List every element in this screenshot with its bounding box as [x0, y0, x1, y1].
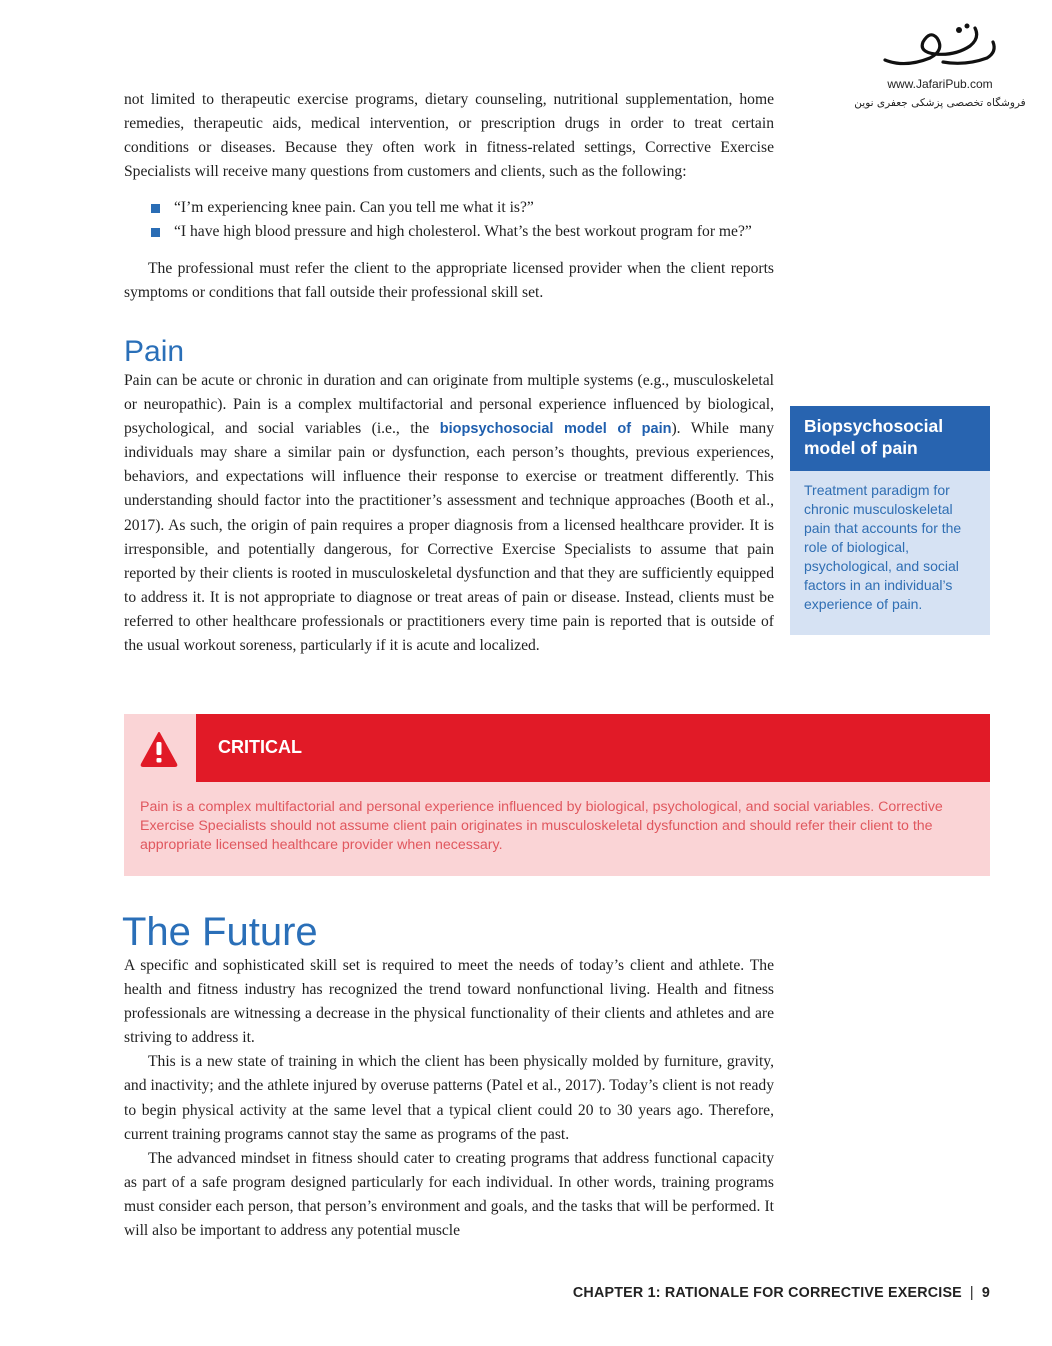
pain-text-start: Pain can be acute or chronic in duration and can originate from multiple systems (e.g., musculoskeletal or neuropathic). Pain is a complex multifactorial and personal experience influenced by biological, psychological, and social variables (i.e., the [124, 372, 774, 438]
refer-paragraph [124, 257, 774, 305]
section-heading-future: The Future [122, 910, 318, 954]
glossary-definition: Treatment paradigm for chronic musculoskeletal pain that accounts for the role of biological, psychological, and social factors in an individual’s experience of pain. [804, 482, 962, 612]
list-item-text: “I’m experiencing knee pain. Can you tell me what it is?” [174, 199, 534, 216]
list-item-text: “I have high blood pressure and high cholesterol. What’s the best workout program for me?” [174, 223, 752, 241]
list-item [124, 196, 784, 220]
page-number: 9 [981, 1285, 990, 1301]
glossary-term: Biopsychosocial model of pain [790, 406, 990, 471]
pain-text-end: ). While many individuals may share a similar pain or dysfunction, each person’s thoughts, previous experiences, behaviors, and expectations will influence their response to exercise or treatment differently. This understanding should factor into the practitioner’s assessment and technique approaches (Booth et al., 2017). As such, the origin of pain requires a proper diagnosis from a licensed healthcare provider. It is irresponsible, and potentially dangerous, for Corrective Exercise Specialists to assume that pain reported by their clients is rooted in musculoskeletal dysfunction and that they are sufficiently equipped to address it. It is not appropriate to diagnose or treat areas of pain or disease. Instead, clients must be referred to other healthcare professionals or practitioners every time pain is reported that is outside of the usual workout soreness, particularly if it is acute and localized. [124, 420, 774, 655]
bullet-square-icon [151, 204, 160, 213]
glossary-sidebar [790, 406, 990, 635]
footer-separator: | [969, 1285, 974, 1301]
publisher-url: www.JafariPub.com [887, 77, 993, 91]
critical-message: Pain is a complex multifactorial and personal experience influenced by biological, psychological, and social variables. Corrective Exercise Specialists should not assume client pain originates in musculoskeletal dysfunction and should refer their client to the appropriate licensed healthcare provider when necessary. [140, 799, 943, 853]
critical-label: CRITICAL [218, 737, 302, 757]
publisher-watermark [850, 20, 1030, 130]
warning-triangle-icon [140, 731, 178, 767]
section-heading-pain: Pain [124, 335, 185, 368]
refer-text: The professional must refer the client to the appropriate licensed provider when the client reports symptoms or conditions that fall outside their professional skill set. [124, 260, 774, 302]
critical-header-bar [196, 714, 990, 782]
question-list [124, 196, 784, 244]
future-paragraph-1: A specific and sophisticated skill set is required to meet the needs of today’s client and athlete. The health and fitness industry has recognized the trend toward nonfunctional living. Health and fitness professionals are witnessing a decrease in the physical functionality of their clients and athletes and are striving to address it. [124, 957, 774, 1047]
intro-paragraph [124, 88, 774, 184]
list-item [124, 220, 784, 244]
chapter-title: CHAPTER 1: RATIONALE FOR CORRECTIVE EXERCISE [572, 1285, 962, 1301]
future-paragraphs [124, 954, 774, 1243]
future-paragraph-2: This is a new state of training in which the client has been physically molded by furniture, gravity, and inactivity; and the athlete injured by overuse patterns (Patel et al., 2017). Today’s client is not ready to begin physical activity at the same level that a typical client could 20 to 30 years ago. Therefore, current training programs cannot stay the same as programs of the past. [124, 1053, 774, 1143]
page-footer [560, 1285, 990, 1301]
bullet-square-icon [151, 228, 160, 237]
pain-paragraph [124, 369, 774, 658]
glossary-term-link[interactable]: biopsychosocial model of pain [439, 421, 672, 438]
critical-callout [124, 714, 990, 876]
publisher-logo [875, 20, 1005, 70]
publisher-store-name: فروشگاه تخصصی پزشکی جعفری نوین [854, 97, 1026, 109]
intro-text: not limited to therapeutic exercise programs, dietary counseling, nutritional supplementation, home remedies, therapeutic aids, medical intervention, or prescription drugs in order to treat certain conditions or diseases. Because they often work in fitness-related settings, Corrective Exercise Specialists will receive many questions from customers and clients, such as the following: [124, 91, 774, 181]
future-paragraph-3: The advanced mindset in fitness should cater to creating programs that address functional capacity as part of a safe program designed particularly for each individual. In other words, training programs must consider each person, that person’s environment and goals, and the tasks that will be performed. It will also be important to address any potential muscle [124, 1149, 774, 1240]
